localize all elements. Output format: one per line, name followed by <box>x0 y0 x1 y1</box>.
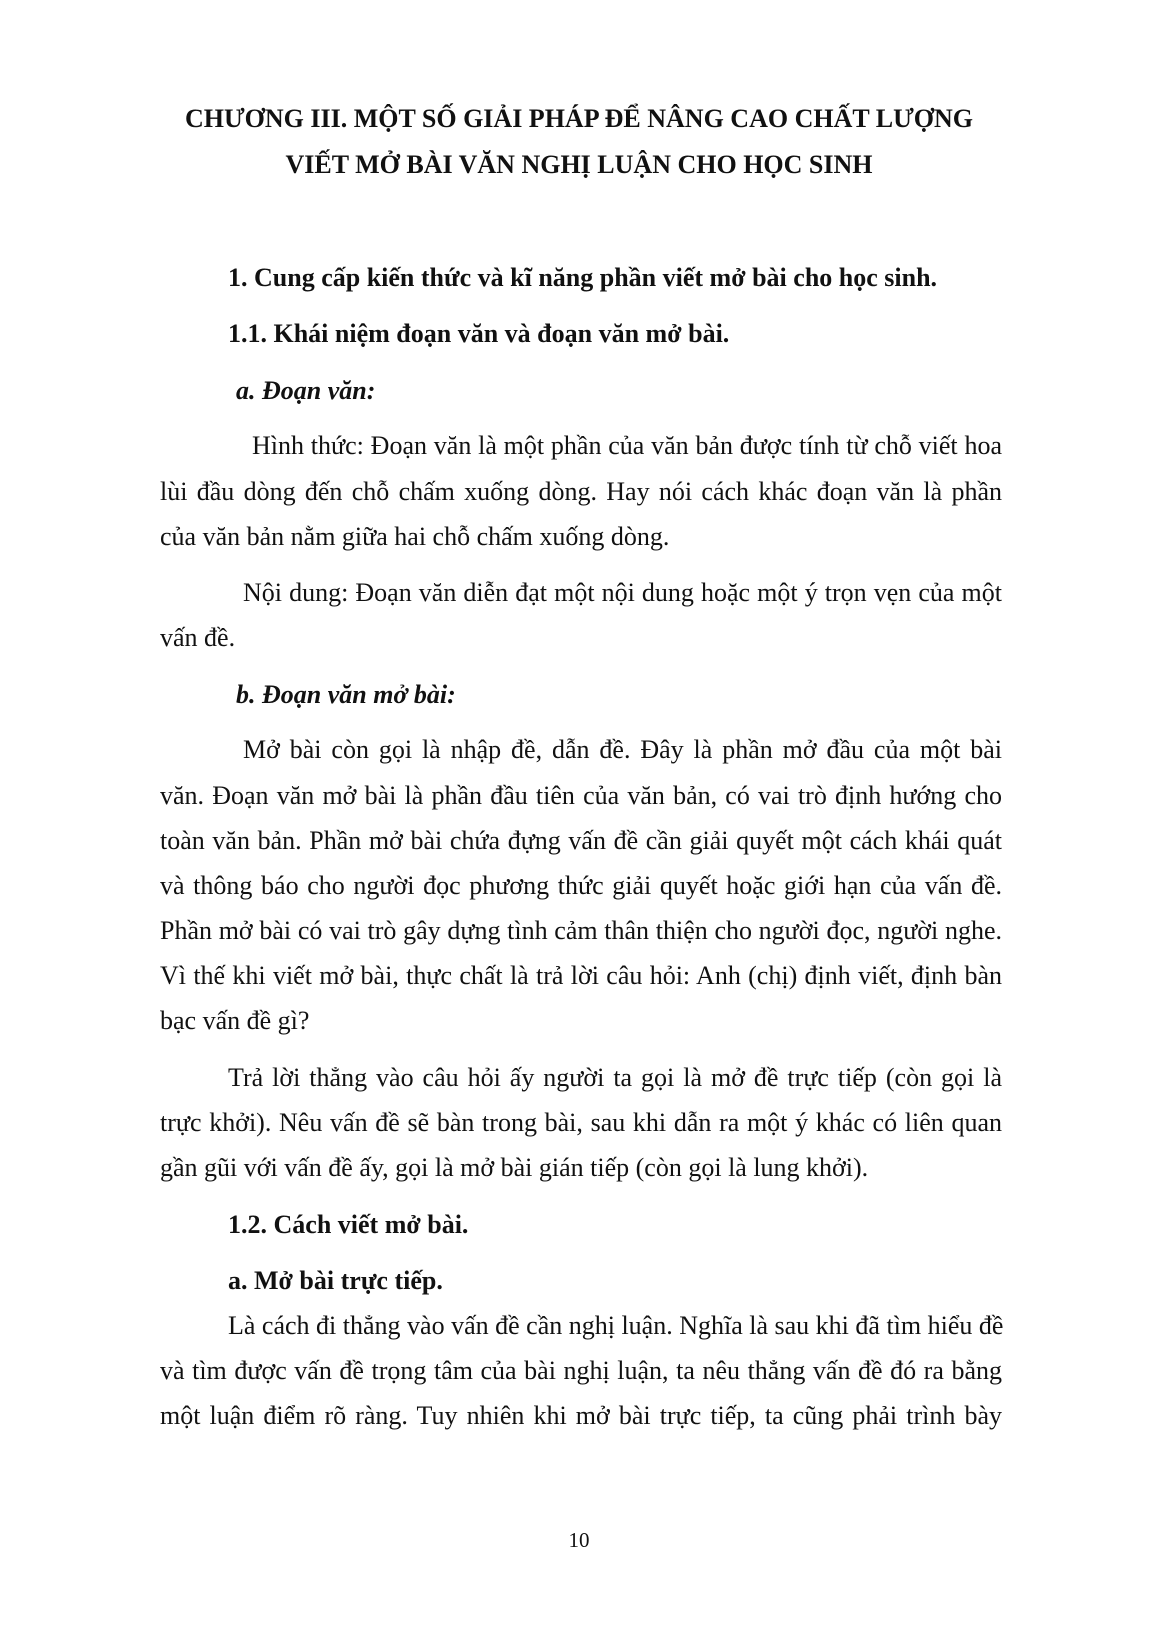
paragraph-line: Phần mở bài có vai trò gây dựng tình cảm thân thiện cho người đọc, người nghe. <box>160 916 1002 945</box>
paragraph-line: và tìm được vấn đề trọng tâm của bài nghị luận, ta nêu thẳng vấn đề đó ra bằng <box>160 1356 1002 1385</box>
paragraph-line: một luận điểm rõ ràng. Tuy nhiên khi mở bài trực tiếp, ta cũng phải trình bày <box>160 1401 1002 1430</box>
paragraph-line: toàn văn bản. Phần mở bài chứa đựng vấn đề cần giải quyết một cách khái quát <box>160 826 1002 855</box>
chapter-title-line-2: VIẾT MỞ BÀI VĂN NGHỊ LUẬN CHO HỌC SINH <box>285 150 873 179</box>
paragraph-line: vấn đề. <box>160 623 236 652</box>
paragraph-line: văn. Đoạn văn mở bài là phần đầu tiên của văn bản, có vai trò định hướng cho <box>160 781 1002 810</box>
subsection-a-heading: a. Đoạn văn: <box>236 376 376 405</box>
subsection-direct-heading: a. Mở bài trực tiếp. <box>228 1266 443 1295</box>
paragraph-line: của văn bản nằm giữa hai chỗ chấm xuống dòng. <box>160 522 670 551</box>
section-1-1-heading: 1.1. Khái niệm đoạn văn và đoạn văn mở bài. <box>228 319 730 348</box>
paragraph-line: bạc vấn đề gì? <box>160 1006 310 1035</box>
section-1-2-heading: 1.2. Cách viết mở bài. <box>228 1210 469 1239</box>
paragraph-line: Nội dung: Đoạn văn diễn đạt một nội dung hoặc một ý trọn vẹn của một <box>243 578 1002 607</box>
chapter-title-line-1: CHƯƠNG III. MỘT SỐ GIẢI PHÁP ĐỂ NÂNG CAO CHẤT LƯỢNG <box>184 104 973 133</box>
paragraph-line: Mở bài còn gọi là nhập đề, dẫn đề. Đây là phần mở đầu của một bài <box>243 735 1002 764</box>
paragraph-line: và thông báo cho người đọc phương thức giải quyết hoặc giới hạn của vấn đề. <box>160 871 1002 900</box>
paragraph-line: trực khởi). Nêu vấn đề sẽ bàn trong bài, sau khi dẫn ra một ý khác có liên quan <box>160 1108 1002 1137</box>
section-1-heading: 1. Cung cấp kiến thức và kĩ năng phần viết mở bài cho học sinh. <box>228 263 938 292</box>
paragraph-line: Trả lời thẳng vào câu hỏi ấy người ta gọi là mở đề trực tiếp (còn gọi là <box>228 1063 1002 1092</box>
paragraph-line: lùi đầu dòng đến chỗ chấm xuống dòng. Hay nói cách khác đoạn văn là phần <box>160 477 1002 506</box>
subsection-b-heading: b. Đoạn văn mở bài: <box>236 680 456 709</box>
paragraph-line: Hình thức: Đoạn văn là một phần của văn bản được tính từ chỗ viết hoa <box>252 431 1002 460</box>
paragraph-line: Là cách đi thẳng vào vấn đề cần nghị luận. Nghĩa là sau khi đã tìm hiểu đề <box>228 1311 1004 1340</box>
paragraph-line: gần gũi với vấn đề ấy, gọi là mở bài gián tiếp (còn gọi là lung khởi). <box>160 1153 869 1182</box>
page-number: 10 <box>568 1528 590 1552</box>
paragraph-line: Vì thế khi viết mở bài, thực chất là trả lời câu hỏi: Anh (chị) định viết, định bàn <box>160 961 1002 990</box>
